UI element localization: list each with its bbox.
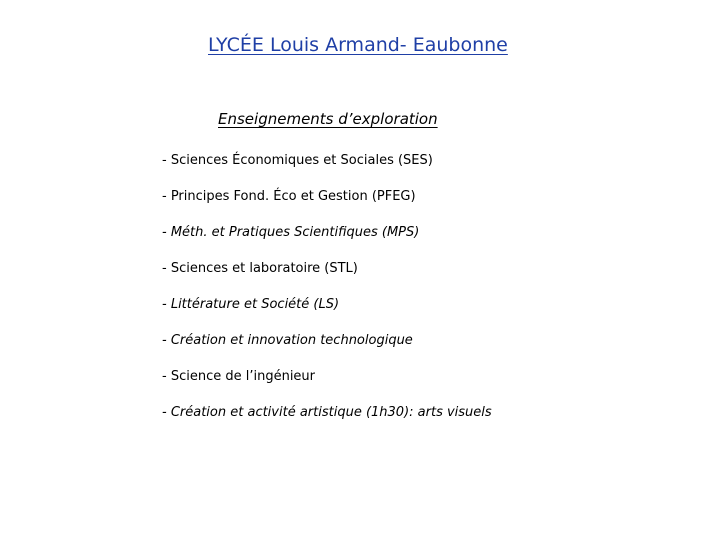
section-subtitle: Enseignements d’exploration: [218, 110, 438, 128]
exploration-list: [162, 151, 492, 422]
list-item-creation-artistique: - Création et activité artistique (1h30): arts visuels: [162, 405, 492, 420]
list-item-pfeg: - Principes Fond. Éco et Gestion (PFEG): [162, 189, 416, 204]
list-item-ses: - Sciences Économiques et Sociales (SES): [162, 153, 433, 168]
page-title: LYCÉE Louis Armand- Eaubonne: [208, 34, 508, 56]
list-item-creation-innovation: - Création et innovation technologique: [162, 333, 413, 348]
list-item-stl: - Sciences et laboratoire (STL): [162, 261, 358, 276]
list-item-mps: - Méth. et Pratiques Scientifiques (MPS): [162, 225, 420, 240]
list-item-ls: - Littérature et Société (LS): [162, 297, 340, 312]
list-item-science-ingenieur: - Science de l’ingénieur: [162, 369, 316, 384]
